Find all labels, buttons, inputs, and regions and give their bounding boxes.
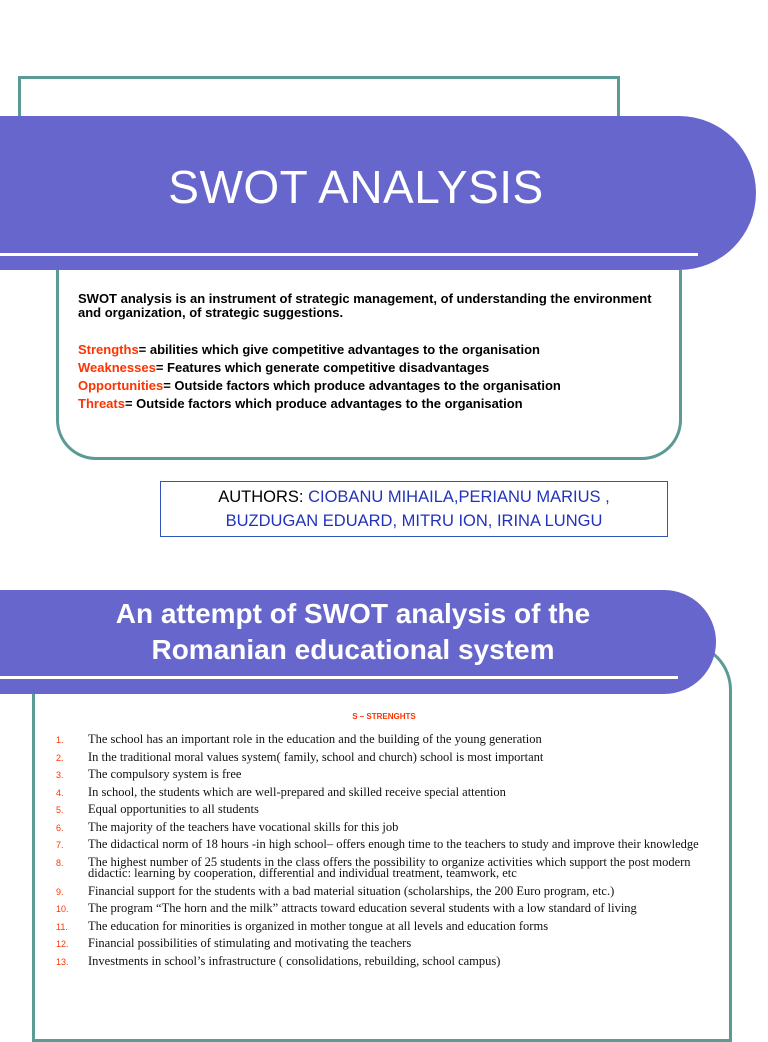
definition-term: Threats [78, 396, 125, 411]
list-item-text: The compulsory system is free [88, 767, 242, 781]
list-item-number: 2. [56, 752, 64, 763]
banner-divider [0, 676, 678, 679]
banner-divider [0, 253, 698, 256]
definition-term: Weaknesses [78, 360, 156, 375]
list-item [56, 883, 716, 898]
list-item [56, 918, 716, 933]
list-item [56, 784, 716, 799]
list-item-text: Investments in school’s infrastructure ( consolidations, rebuilding, school campus) [88, 953, 501, 968]
list-item-text: The education for minorities is organized in mother tongue at all levels and education forms [88, 918, 549, 933]
definition-text: = Features which generate competitive disadvantages [155, 360, 490, 375]
definition-term: Strengths [78, 342, 139, 357]
list-item [56, 953, 716, 968]
authors-line-1 [161, 485, 667, 509]
list-item-number: 6. [56, 822, 64, 833]
list-item-number: 8. [56, 857, 64, 868]
list-item [56, 734, 716, 746]
list-item-number: 10. [56, 904, 69, 914]
authors-names-1: CIOBANU MIHAILA,PERIANU MARIUS , [308, 488, 610, 506]
authors-names-2: BUZDUGAN EDUARD, MITRU ION, IRINA LUNGU [225, 512, 603, 530]
definition-term: Opportunities [78, 378, 164, 393]
list-item-text: The majority of the teachers have vocational skills for this job [88, 819, 399, 834]
list-item-number: 1. [56, 735, 64, 745]
list-item [56, 938, 716, 950]
slide-title: SWOT ANALYSIS [168, 161, 544, 213]
list-item-number: 3. [56, 770, 64, 780]
list-item [56, 839, 716, 851]
list-item-text: The program “The horn and the milk” attracts toward education several students with a low standard of living [88, 901, 637, 915]
authors-label: AUTHORS: [218, 488, 309, 506]
slide-title-line-2: Romanian educational system [151, 634, 555, 665]
list-item-number: 5. [56, 805, 64, 815]
list-item [56, 854, 716, 880]
list-item-number: 12. [56, 939, 69, 949]
list-item-text: The highest number of 25 students in the class offers the possibility to organize activities which support the post modern didactic: learning by cooperation, differential and individual treatment, teamwork, etc [88, 854, 691, 880]
slide-title-line-1: An attempt of SWOT analysis of the [115, 598, 591, 629]
list-item-number: 9. [56, 886, 64, 897]
definition-weaknesses [78, 359, 678, 377]
authors-box [160, 481, 668, 537]
list-item [56, 903, 716, 915]
list-item-text: Financial support for the students with a bad material situation (scholarships, the 200 Euro program, etc.) [88, 883, 615, 898]
list-item-number: 13. [56, 956, 69, 967]
list-item-number: 4. [56, 787, 64, 798]
list-item-number: 7. [56, 840, 64, 850]
definition-text: = Outside factors which produce advantages to the organisation [163, 378, 561, 393]
definition-text: = abilities which give competitive advantages to the organisation [138, 342, 540, 357]
intro-text: SWOT analysis is an instrument of strategic management, of understanding the environment and organization, of strategic suggestions. [78, 291, 652, 320]
definition-opportunities [78, 377, 678, 395]
strengths-list [56, 734, 716, 973]
definitions-list [78, 341, 678, 413]
list-item-text: In the traditional moral values system( family, school and church) school is most important [88, 749, 544, 764]
definition-threats [78, 395, 678, 413]
list-item-text: Equal opportunities to all students [88, 802, 259, 816]
slide-romanian-education [0, 588, 768, 1024]
list-item-text: In school, the students which are well-prepared and skilled receive special attention [88, 784, 506, 799]
list-item-text: The school has an important role in the education and the building of the young generation [88, 732, 542, 746]
list-item [56, 804, 716, 816]
list-item-text: Financial possibilities of stimulating and motivating the teachers [88, 936, 412, 950]
list-item-text: The didactical norm of 18 hours -in high school– offers enough time to the teachers to study and improve their knowledge [88, 837, 699, 851]
section-heading: S – STRENGHTS [352, 712, 416, 721]
list-item [56, 749, 716, 764]
list-item [56, 819, 716, 834]
definition-strengths [78, 341, 678, 359]
slide-title [40, 596, 666, 668]
list-item-number: 11. [56, 921, 68, 932]
definition-text: = Outside factors which produce advantages to the organisation [124, 396, 523, 411]
list-item [56, 769, 716, 781]
